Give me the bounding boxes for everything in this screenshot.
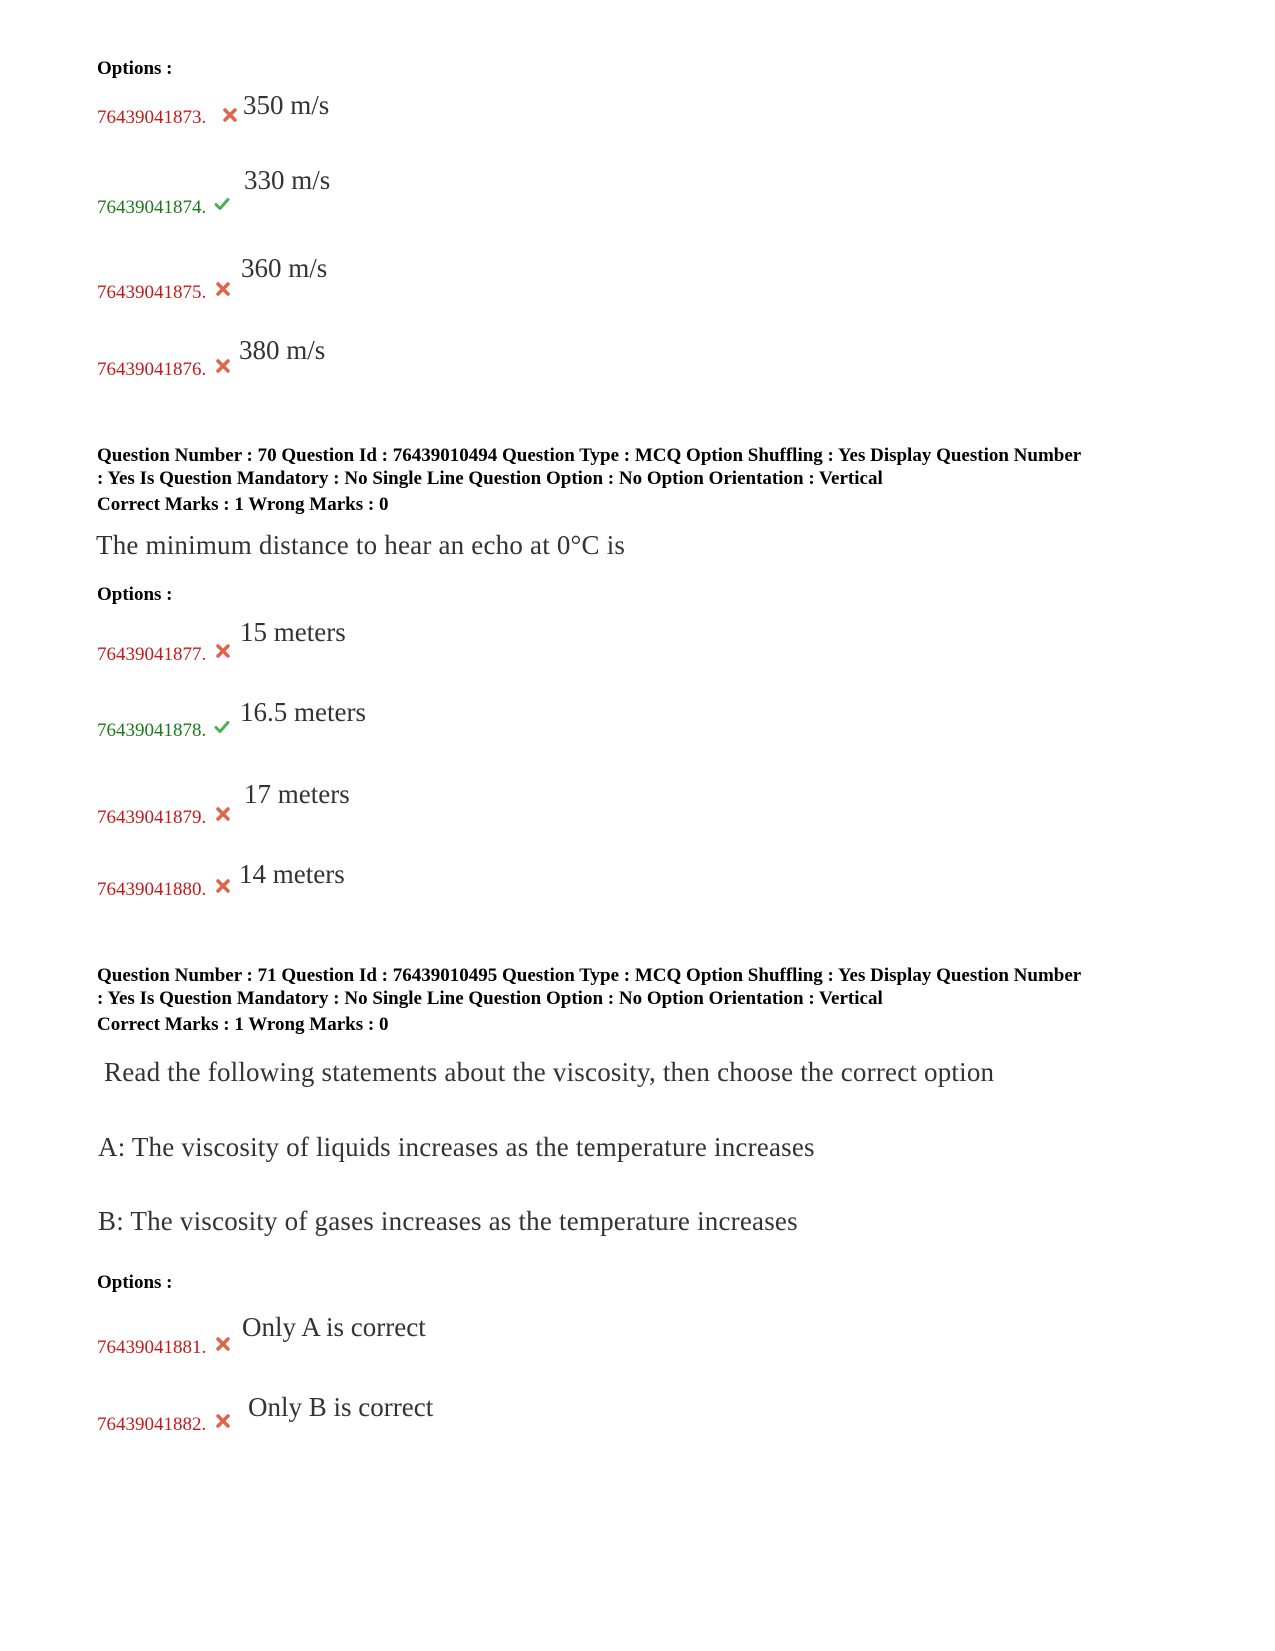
option-text: 360 m/s xyxy=(241,253,328,283)
option-text: 17 meters xyxy=(244,779,350,809)
question-meta-line2: : Yes Is Question Mandatory : No Single Line Question Option : No Option Orientation : Vertical xyxy=(97,988,883,1009)
option-text: 15 meters xyxy=(240,617,346,647)
correct-check-icon xyxy=(214,196,230,212)
option-id: 76439041879. xyxy=(97,807,207,828)
option-id: 76439041877. xyxy=(97,644,207,665)
wrong-icon xyxy=(215,358,231,374)
option-id: 76439041878. xyxy=(97,720,207,741)
statement-b: B: The viscosity of gases increases as the temperature increases xyxy=(98,1206,798,1236)
question-text: Read the following statements about the viscosity, then choose the correct option xyxy=(104,1057,995,1087)
option-id: 76439041881. xyxy=(97,1337,207,1358)
option-text: 16.5 meters xyxy=(240,697,366,727)
options-heading: Options : xyxy=(97,58,173,79)
question-meta xyxy=(97,444,1197,490)
question-meta-line2: : Yes Is Question Mandatory : No Single Line Question Option : No Option Orientation : Vertical xyxy=(97,468,883,489)
wrong-icon xyxy=(222,107,238,123)
question-meta-line1: Question Number : 70 Question Id : 76439010494 Question Type : MCQ Option Shuffling : Yes Display Question Number xyxy=(97,445,1082,466)
options-heading: Options : xyxy=(97,584,173,605)
option-text: Only A is correct xyxy=(242,1312,426,1342)
wrong-icon xyxy=(215,1336,231,1352)
option-id: 76439041882. xyxy=(97,1414,207,1435)
option-id: 76439041875. xyxy=(97,282,207,303)
wrong-icon xyxy=(215,878,231,894)
option-id: 76439041876. xyxy=(97,359,207,380)
question-marks: Correct Marks : 1 Wrong Marks : 0 xyxy=(97,494,389,515)
option-text: Only B is correct xyxy=(248,1392,434,1422)
question-meta xyxy=(97,964,1197,1010)
option-id: 76439041880. xyxy=(97,879,207,900)
wrong-icon xyxy=(215,643,231,659)
question-meta-line1: Question Number : 71 Question Id : 76439010495 Question Type : MCQ Option Shuffling : Yes Display Question Number xyxy=(97,965,1082,986)
wrong-icon xyxy=(215,806,231,822)
correct-check-icon xyxy=(214,719,230,735)
wrong-icon xyxy=(215,281,231,297)
statement-a: A: The viscosity of liquids increases as the temperature increases xyxy=(98,1132,815,1162)
option-id: 76439041873. xyxy=(97,107,207,128)
option-text: 14 meters xyxy=(239,859,345,889)
question-text: The minimum distance to hear an echo at 0°C is xyxy=(96,530,626,560)
options-heading: Options : xyxy=(97,1272,173,1293)
option-text: 380 m/s xyxy=(239,335,326,365)
option-text: 350 m/s xyxy=(243,90,330,120)
option-text: 330 m/s xyxy=(244,165,331,195)
question-marks: Correct Marks : 1 Wrong Marks : 0 xyxy=(97,1014,389,1035)
wrong-icon xyxy=(215,1413,231,1429)
option-id: 76439041874. xyxy=(97,197,207,218)
